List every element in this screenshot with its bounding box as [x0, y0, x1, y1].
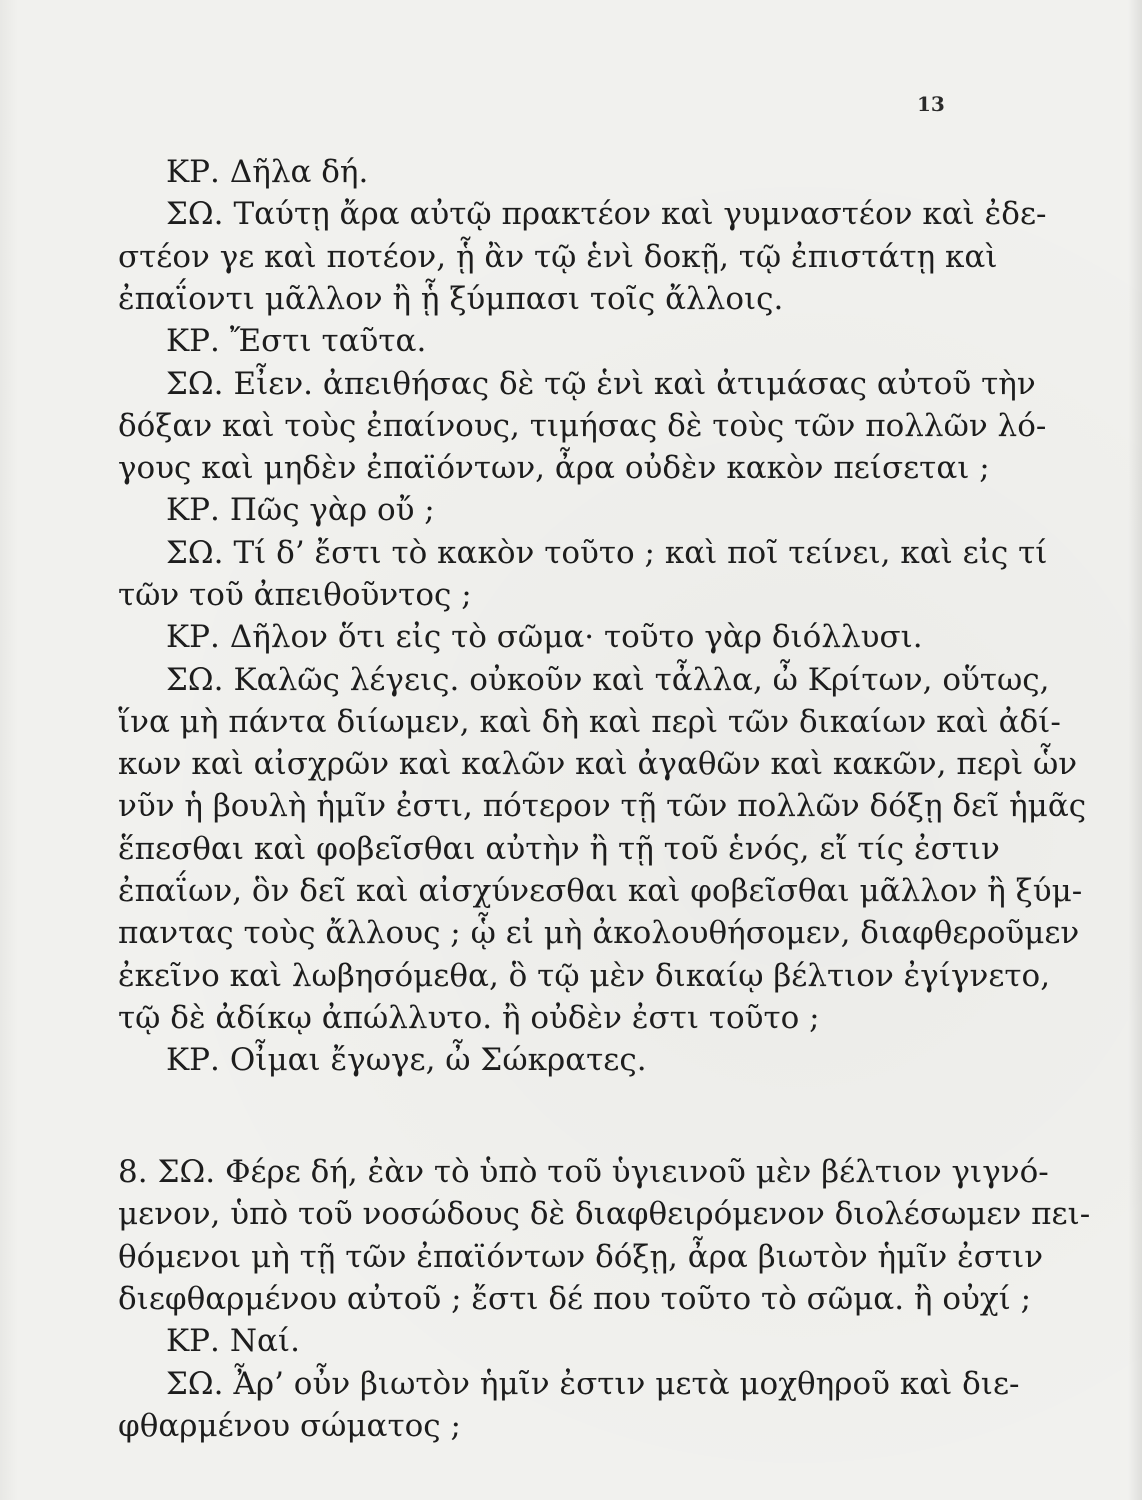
text-line: ἐπαΐοντι μᾶλλον ἢ ᾗ ξύμπασι τοῖς ἄλλοις. [118, 281, 784, 317]
speaker-label: ΣΩ. [166, 662, 224, 698]
dialogue-line [166, 192, 1047, 236]
speaker-label: ΚΡ. [166, 1042, 220, 1078]
text-line: ἕπεσθαι καὶ φοβεῖσθαι αὐτὴν ἢ τῇ τοῦ ἑνός, εἴ τίς ἐστιν [118, 831, 1000, 867]
text-line: διεφθαρμένου αὐτοῦ ; ἔστι δέ που τοῦτο τὸ σῶμα. ἢ οὐχί ; [118, 1281, 1032, 1317]
line-text: Ἆρ’ οὖν βιωτὸν ἡμῖν ἐστιν μετὰ μοχθηροῦ καὶ διε- [233, 1366, 1020, 1402]
line-text: Οἶμαι ἔγωγε, ὦ Σώκρατες. [229, 1042, 647, 1078]
text-line: ἵνα μὴ πάντα διίωμεν, καὶ δὴ καὶ περὶ τῶν δικαίων καὶ ἀδί- [118, 704, 1061, 740]
page-number: 13 [917, 92, 945, 116]
text-line: παντας τοὺς ἄλλους ; ᾧ εἰ μὴ ἀκολουθήσομεν, διαφθεροῦμεν [118, 915, 1080, 951]
speaker-label: ΣΩ. [157, 1154, 216, 1190]
text-line: μενον, ὑπὸ τοῦ νοσώδους δὲ διαφθειρόμενον διολέσωμεν πει- [118, 1196, 1091, 1232]
text-line: τῶν τοῦ ἀπειθοῦντος ; [118, 577, 472, 613]
dialogue-line [166, 488, 958, 532]
line-text: Ἔστι ταῦτα. [229, 323, 427, 359]
text-line: κων καὶ αἰσχρῶν καὶ καλῶν καὶ ἀγαθῶν καὶ κακῶν, περὶ ὧν [118, 746, 1078, 782]
speaker-label: ΚΡ. [166, 492, 220, 528]
speaker-label: ΣΩ. [166, 196, 224, 232]
text-line: δόξαν καὶ τοὺς ἐπαίνους, τιμήσας δὲ τοὺς τῶν πολλῶν λό- [118, 408, 1047, 444]
line-text: Ταύτῃ ἄρα αὐτῷ πρακτέον καὶ γυμναστέον καὶ ἐδε- [233, 196, 1047, 232]
line-text: Δῆλα δή. [229, 154, 369, 190]
speaker-label: ΚΡ. [166, 1323, 220, 1359]
dialogue-line [166, 658, 1050, 702]
speaker-label: ΚΡ. [166, 154, 220, 190]
text-line: στέον γε καὶ ποτέον, ᾗ ἂν τῷ ἑνὶ δοκῇ, τῷ ἐπιστάτῃ καὶ [118, 239, 998, 275]
text-line: γους καὶ μηδὲν ἐπαϊόντων, ἆρα οὐδὲν κακὸν πείσεται ; [118, 450, 990, 486]
speaker-label: ΚΡ. [166, 619, 220, 655]
text-line: τῷ δὲ ἀδίκῳ ἀπώλλυτο. ἢ οὐδὲν ἐστι τοῦτο ; [118, 1000, 820, 1036]
line-text: Τί δ’ ἔστι τὸ κακὸν τοῦτο ; καὶ ποῖ τείνει, καὶ εἰς τί [233, 535, 1048, 571]
line-text: Πῶς γὰρ οὔ ; [229, 492, 435, 528]
speaker-label: ΣΩ. [166, 366, 224, 402]
speaker-label: ΚΡ. [166, 323, 220, 359]
page-edge-shadow [1128, 0, 1142, 1500]
section-number: 8. [118, 1154, 148, 1190]
dialogue-line [166, 531, 1048, 575]
dialogue-line [166, 319, 958, 363]
dialogue-line [166, 1038, 958, 1082]
text-line: ἐπαΐων, ὃν δεῖ καὶ αἰσχύνεσθαι καὶ φοβεῖσθαι μᾶλλον ἢ ξύμ- [118, 873, 1083, 909]
text-line: θόμενοι μὴ τῇ τῶν ἐπαϊόντων δόξῃ, ἆρα βιωτὸν ἡμῖν ἐστιν [118, 1239, 1044, 1275]
speaker-label: ΣΩ. [166, 535, 224, 571]
text-line: ἐκεῖνο καὶ λωβησόμεθα, ὃ τῷ μὲν δικαίῳ βέλτιον ἐγίγνετο, [118, 958, 1051, 994]
line-text: Δῆλον ὅτι εἰς τὸ σῶμα· τοῦτο γὰρ διόλλυσι. [229, 619, 923, 655]
speaker-label: ΣΩ. [166, 1366, 224, 1402]
dialogue-line [166, 1362, 1020, 1406]
line-text: Καλῶς λέγεις. οὐκοῦν καὶ τἆλλα, ὦ Κρίτων, οὕτως, [233, 662, 1050, 698]
line-text: Εἶεν. ἀπειθήσας δὲ τῷ ἑνὶ καὶ ἀτιμάσας αὐτοῦ τὴν [233, 366, 1036, 402]
dialogue-line [166, 150, 958, 194]
dialogue-line [166, 1319, 958, 1363]
line-text: Ναί. [229, 1323, 300, 1359]
dialogue-line [166, 615, 958, 659]
dialogue-line [166, 362, 1036, 406]
line-text: Φέρε δή, ἐὰν τὸ ὑπὸ τοῦ ὑγιεινοῦ μὲν βέλτιον γιγνό- [225, 1154, 1049, 1190]
section-line [118, 1150, 1049, 1194]
text-line: νῦν ἡ βουλὴ ἡμῖν ἐστι, πότερον τῇ τῶν πολλῶν δόξῃ δεῖ ἡμᾶς [118, 788, 1087, 824]
text-line: φθαρμένου σώματος ; [118, 1408, 461, 1444]
